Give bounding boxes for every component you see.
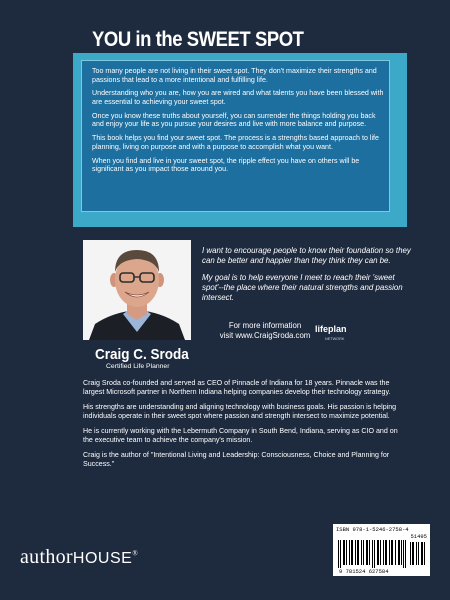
isbn-label: ISBN 978-1-5246-2758-4 (336, 526, 409, 533)
author-bio (83, 379, 403, 475)
quote-paragraph: I want to encourage people to know their foundation so they can be better and happier than they think they can be. (202, 246, 411, 266)
logo-word-plan: plan (328, 324, 347, 334)
blurb-paragraph: This book helps you find your sweet spot. The process is a strengths based approach to life planning, living on purpose and with a purpose to accomplish what you want. (92, 134, 379, 151)
blurb-paragraph: Once you know these truths about yourself, you can surrender the things holding you back and enjoy your life as you pursue your desires and live with more balance and purpose. (92, 111, 376, 129)
logo-word-life: life (315, 324, 329, 334)
lifeplan-logo (313, 322, 359, 344)
bio-paragraph: He is currently working with the Lebermuth Company in South Bend, Indiana, serving as CIO and on the executive team to achieve the company's mission. (83, 426, 398, 444)
bio-paragraph: Craig is the author of "Intentional Living and Leadership: Consciousness, Choice and Planning for Success." (83, 450, 390, 468)
blurb-paragraph: Too many people are not living in their sweet spot. They don't maximize their strengths and passions that lead to a more intentional and fulfilling life. (92, 67, 377, 84)
bio-paragraph: Craig Sroda co-founded and served as CEO of Pinnacle of Indiana for 18 years. Pinnacle was the largest Microsoft partner in Northern Indiana helping companies develop their technology strategy. (83, 379, 391, 396)
blurb-paragraph: When you find and live in your sweet spot, the ripple effect you have on others will be significant as you impact those around you. (92, 156, 360, 174)
barcode (333, 524, 430, 576)
author-role: Certified Life Planner (106, 363, 170, 370)
quote-paragraph: My goal is to help everyone I meet to reach their 'sweet spot'--the place where their natural strengths and passion intersect. (202, 272, 403, 303)
bio-paragraph: His strengths are understanding and aligning technology with business goals. His passion is helping individuals operate in their sweet spot where passion and strength intersect to maximize potential. (83, 402, 397, 420)
publisher-part1: author (20, 546, 73, 568)
publisher-part2: HOUSE (72, 550, 133, 567)
website-link[interactable]: visit www.CraigSroda.com (219, 331, 311, 340)
author-name: Craig C. Sroda (95, 346, 189, 363)
author-photo (83, 240, 191, 340)
more-info (210, 321, 320, 341)
svg-text:lifeplan (315, 324, 347, 334)
barcode-bars (336, 540, 427, 568)
blurb-paragraph: Understanding who you are, how you are wired and what talents you have been blessed with are essential to achieving your sweet spot. (92, 89, 384, 106)
more-info-label: For more information (228, 321, 302, 330)
barcode-digits: 9 781524 627584 (339, 568, 389, 575)
blurb-panel (81, 60, 390, 212)
author-quote (202, 246, 412, 309)
publisher-mark: ® (132, 549, 138, 558)
book-title: YOU in the SWEET SPOT (92, 28, 304, 51)
price-addon: 51495 (410, 533, 427, 540)
logo-sub: NETWORK (325, 337, 345, 341)
publisher-logo (20, 546, 138, 569)
